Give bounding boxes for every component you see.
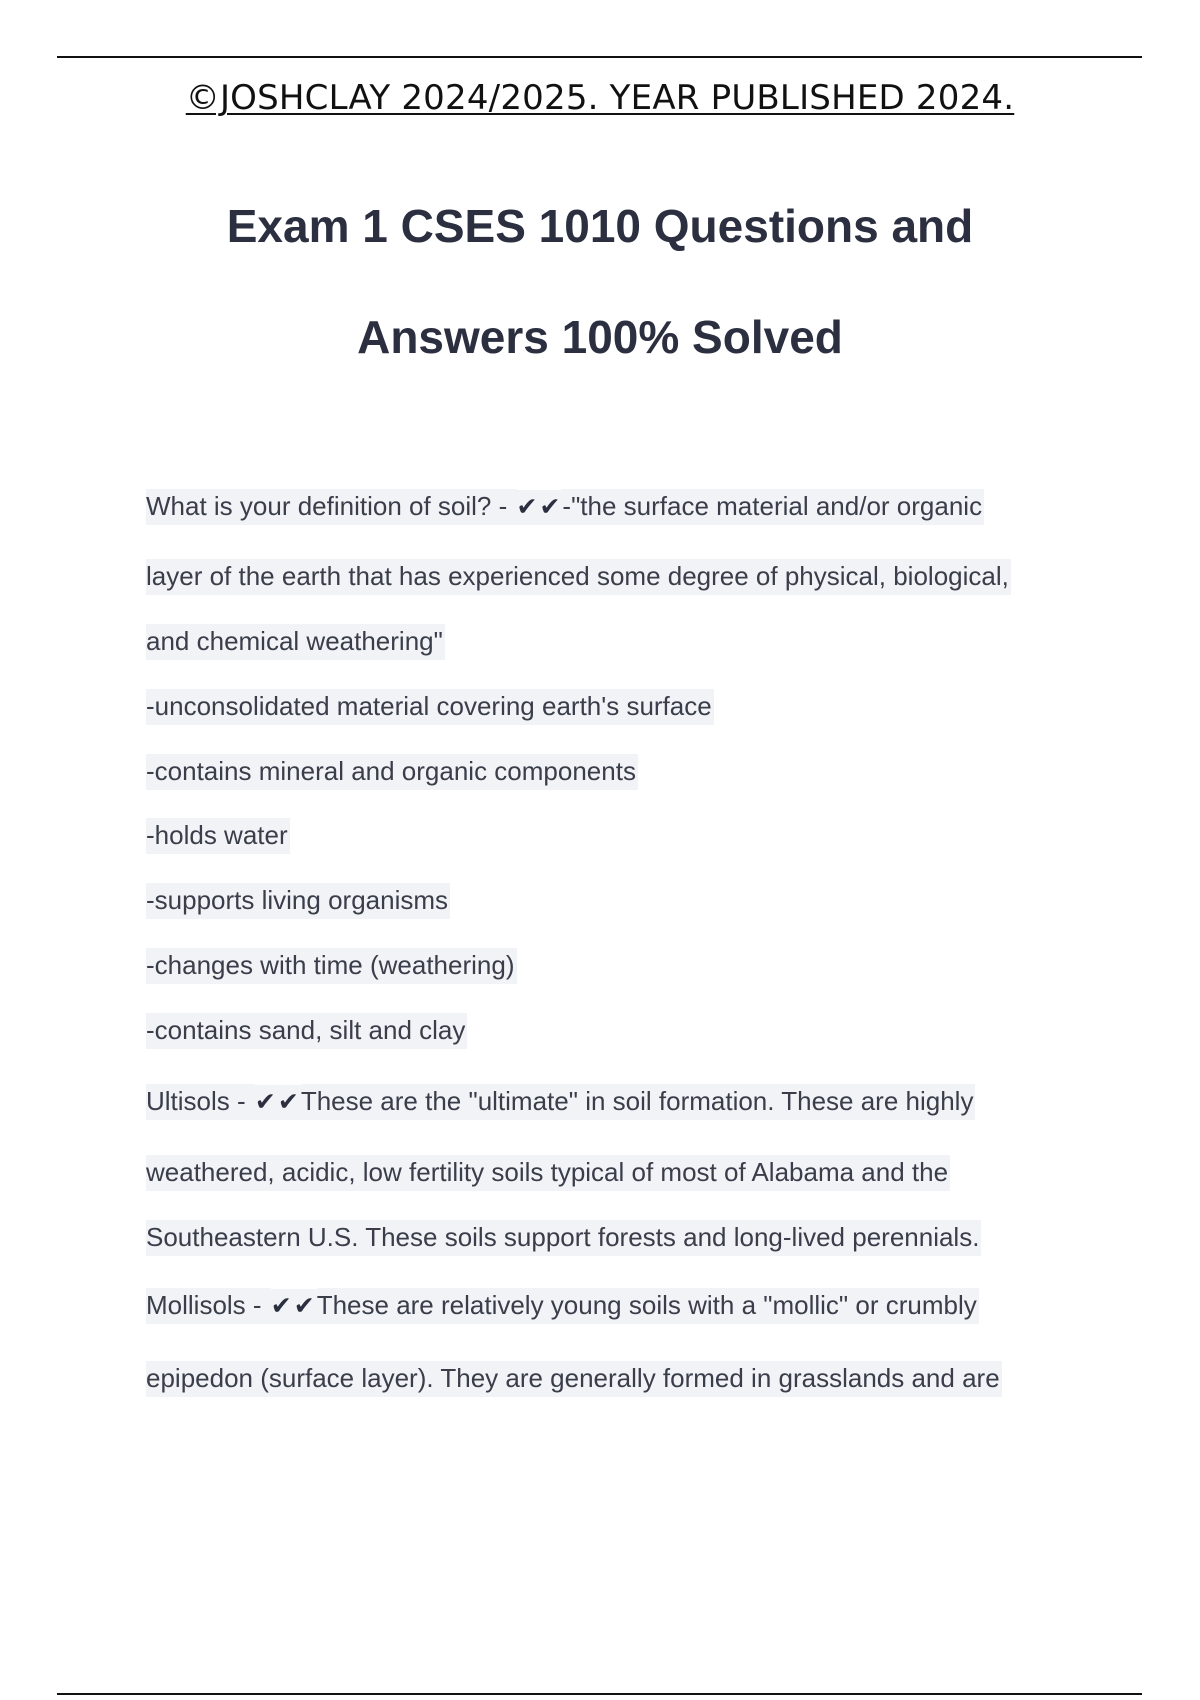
qa-answer-text: weathered, acidic, low fertility soils typical of most of Alabama and the bbox=[146, 1155, 950, 1191]
qa-answer-text: layer of the earth that has experienced some degree of physical, biological, bbox=[146, 559, 1011, 595]
qa-answer-text: -"the surface material and/or organic bbox=[562, 489, 984, 525]
qa-soil-line-7 bbox=[146, 883, 450, 917]
footer-rule bbox=[57, 1693, 1142, 1695]
qa-ultisols-line-2 bbox=[146, 1155, 950, 1189]
qa-soil-line-4 bbox=[146, 689, 714, 723]
qa-mollisols-line-1 bbox=[146, 1288, 979, 1323]
qa-soil-line-8 bbox=[146, 948, 517, 982]
qa-term: What is your definition of soil? - bbox=[146, 489, 517, 525]
qa-ultisols-line-3 bbox=[146, 1220, 981, 1254]
qa-mollisols-line-2 bbox=[146, 1361, 1002, 1395]
check-icon: ✔ bbox=[278, 1085, 301, 1120]
qa-soil-line-2 bbox=[146, 559, 1011, 593]
copyright-header bbox=[0, 78, 1200, 118]
qa-answer-text: -contains mineral and organic components bbox=[146, 754, 638, 790]
qa-answer-text: These are relatively young soils with a "mollic" or crumbly bbox=[317, 1288, 979, 1324]
check-icon: ✔ bbox=[539, 490, 562, 525]
check-icon: ✔ bbox=[294, 1289, 317, 1324]
document-title-line-1: Exam 1 CSES 1010 Questions and bbox=[226, 200, 974, 252]
qa-answer-text: -unconsolidated material covering earth's surface bbox=[146, 689, 714, 725]
qa-answer-text: -contains sand, silt and clay bbox=[146, 1013, 467, 1049]
qa-term: Mollisols - bbox=[146, 1288, 271, 1324]
header-rule bbox=[57, 56, 1142, 58]
qa-soil-line-1 bbox=[146, 489, 984, 524]
document-title-line-2: Answers 100% Solved bbox=[357, 311, 843, 363]
qa-answer-text: -supports living organisms bbox=[146, 883, 450, 919]
qa-answer-text: Southeastern U.S. These soils support forests and long-lived perennials. bbox=[146, 1220, 981, 1256]
qa-answer-text: These are the "ultimate" in soil formation. These are highly bbox=[301, 1084, 976, 1120]
qa-answer-text: epipedon (surface layer). They are generally formed in grasslands and are bbox=[146, 1361, 1002, 1397]
qa-term: Ultisols - bbox=[146, 1084, 255, 1120]
qa-soil-line-3 bbox=[146, 624, 445, 658]
qa-answer-text: -holds water bbox=[146, 818, 290, 854]
qa-soil-line-6 bbox=[146, 818, 290, 852]
qa-soil-line-9 bbox=[146, 1013, 467, 1047]
qa-answer-text: -changes with time (weathering) bbox=[146, 948, 517, 984]
qa-ultisols-line-1 bbox=[146, 1084, 975, 1119]
qa-soil-line-5 bbox=[146, 754, 638, 788]
check-icon: ✔ bbox=[517, 490, 540, 525]
check-icon: ✔ bbox=[255, 1085, 278, 1120]
qa-answer-text: and chemical weathering" bbox=[146, 624, 445, 660]
check-icon: ✔ bbox=[271, 1289, 294, 1324]
copyright-text: ©JOSHCLAY 2024/2025. YEAR PUBLISHED 2024. bbox=[185, 78, 1015, 118]
